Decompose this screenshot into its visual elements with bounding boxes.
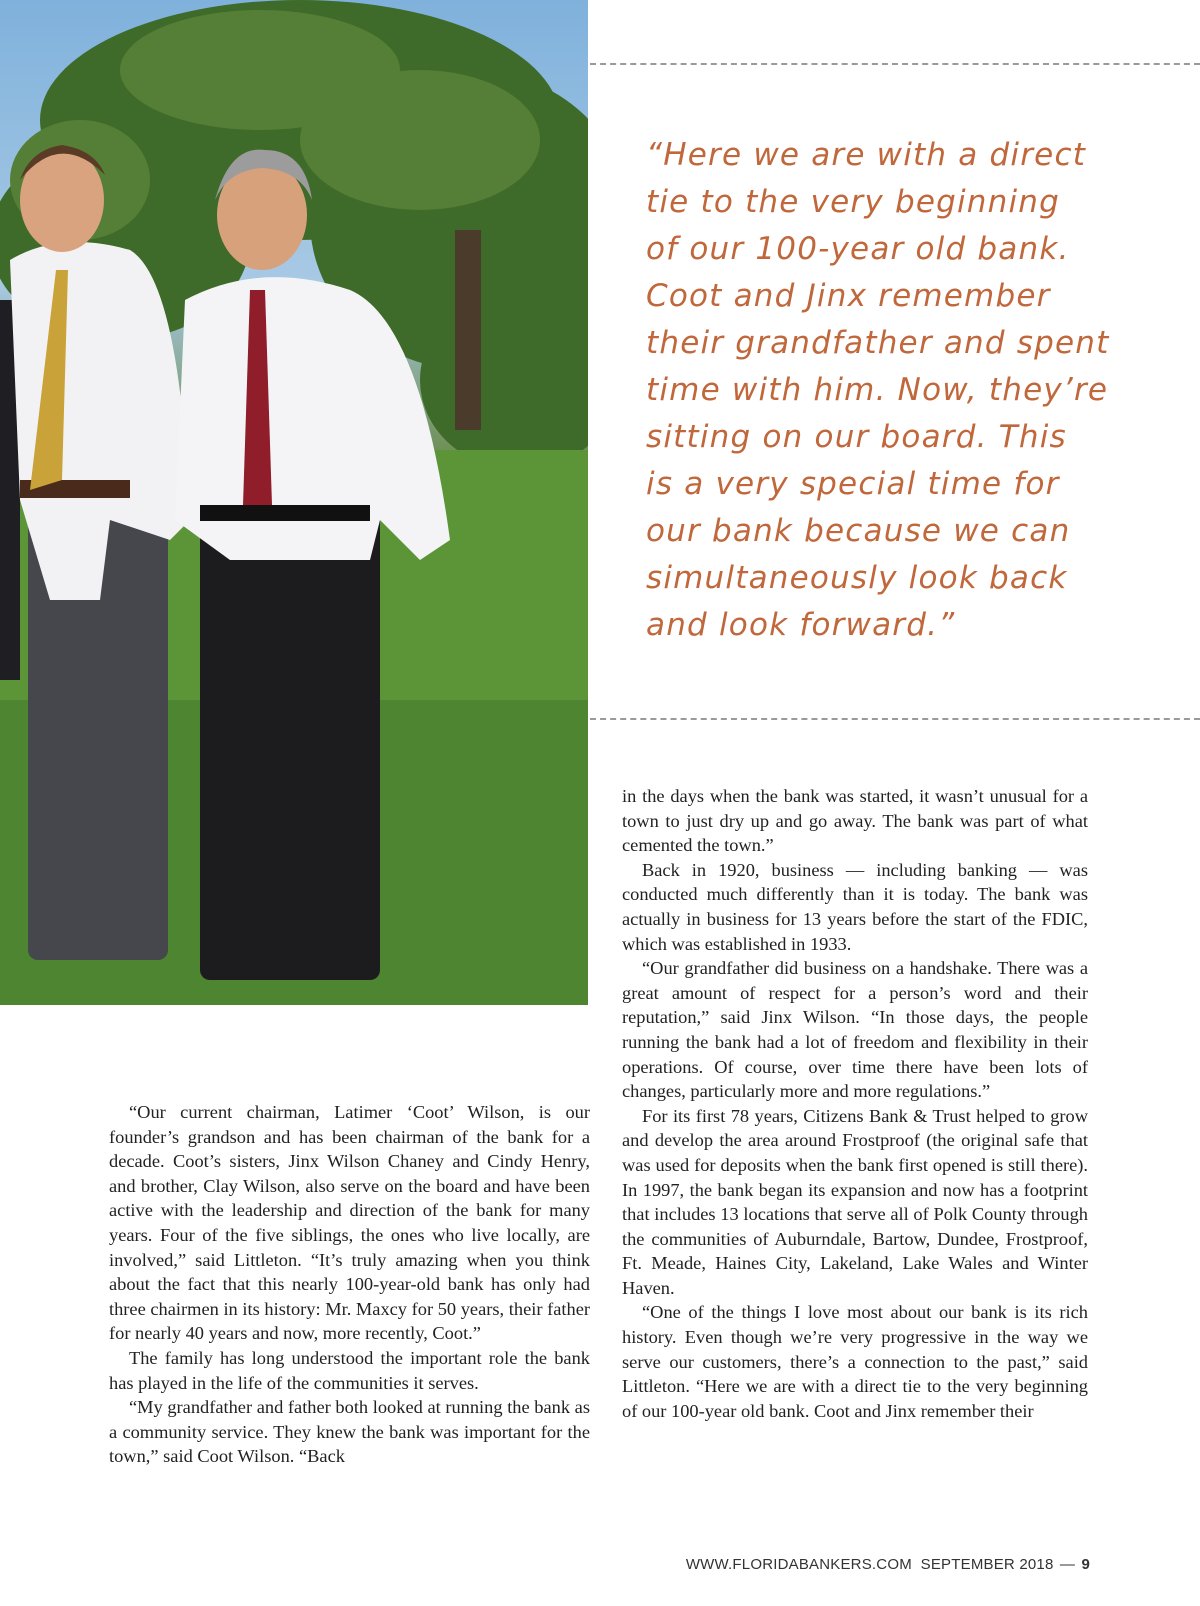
article-paragraph: “Our grandfather did business on a handshake. There was a great amount of respect for a person’s word and their reputation,” said Jinx Wilson. “In those days, the people running the bank had a lot of freedom and flexibility in their operations. Of course, over time there have been lots of changes, particularly more and more regulations.” [622, 958, 1088, 1102]
article-paragraph: The family has long understood the important role the bank has played in the life of the communities it serves. [109, 1347, 590, 1393]
footer-separator: — [1059, 1556, 1076, 1573]
pull-quote-line: our bank because we can [646, 513, 1071, 549]
footer-issue-date: SEPTEMBER 2018 [920, 1556, 1054, 1573]
pull-quote-bottom-rule [590, 718, 1200, 720]
page-number: 9 [1081, 1556, 1090, 1573]
article-paragraph: “My grandfather and father both looked at running the bank as a community service. They knew the bank was important for the town,” said Coot Wilson. “Back [109, 1397, 590, 1467]
article-paragraph: For its first 78 years, Citizens Bank & Trust helped to grow and develop the area around Frostproof (the original safe that was used for deposits when the bank first opened is still there). In 1997, the bank began its expansion and now has a footprint that includes 13 locations that serve all of Polk County through the communities of Auburndale, Bartow, Dundee, Frostproof, Ft. Meade, Haines City, Lakeland, Lake Wales and Winter Haven. [622, 1105, 1088, 1298]
article-column-right [622, 784, 1088, 1423]
pull-quote-line: tie to the very beginning [646, 184, 1061, 220]
pull-quote-line: is a very special time for [646, 466, 1060, 502]
pull-quote-line: “Here we are with a direct [646, 137, 1087, 173]
pull-quote-line: sitting on our board. This [646, 419, 1067, 455]
pull-quote-top-rule [590, 63, 1200, 65]
photo-illustration [0, 0, 588, 1005]
article-paragraph: “Our current chairman, Latimer ‘Coot’ Wilson, is our founder’s grandson and has been chairman of the bank for a decade. Coot’s sisters, Jinx Wilson Chaney and Cindy Henry, and brother, Clay Wilson, also serve on the board and have been active with the leadership and direction of the bank for many years. Four of the five siblings, the ones who live locally, are involved,” said Littleton. “It’s truly amazing when you think about the fact that this nearly 100-year-old bank has only had three chairmen in its history: Mr. Maxcy for 50 years, their father for nearly 40 years and now, more recently, Coot.” [109, 1102, 590, 1344]
article-column-left [109, 1100, 590, 1469]
pull-quote-line: Coot and Jinx remember [646, 278, 1051, 314]
article-paragraph: “One of the things I love most about our bank is its rich history. Even though we’re very progressive in the way we serve our customers, there’s a connection to the past,” said Littleton. “Here we are with a direct tie to the very beginning of our 100-year old bank. Coot and Jinx remember their [622, 1302, 1088, 1421]
article-paragraph: Back in 1920, business — including banking — was conducted much differently than it is today. The bank was actually in business for 13 years before the start of the FDIC, which was established in 1933. [622, 859, 1088, 954]
footer-website: WWW.FLORIDABANKERS.COM [685, 1556, 912, 1573]
photo-board-members [0, 0, 588, 1005]
pull-quote-line: simultaneously look back [646, 560, 1068, 596]
pull-quote-line: of our 100-year old bank. [646, 231, 1070, 267]
pull-quote-line: time with him. Now, they’re [646, 372, 1109, 408]
pull-quote [646, 132, 1186, 649]
pull-quote-line: their grandfather and spent [646, 325, 1110, 361]
pull-quote-line: and look forward.” [646, 607, 956, 643]
page-footer [686, 1556, 1090, 1573]
article-paragraph-continuation: in the days when the bank was started, it wasn’t unusual for a town to just dry up and go away. The bank was part of what cemented the town.” [622, 786, 1088, 856]
